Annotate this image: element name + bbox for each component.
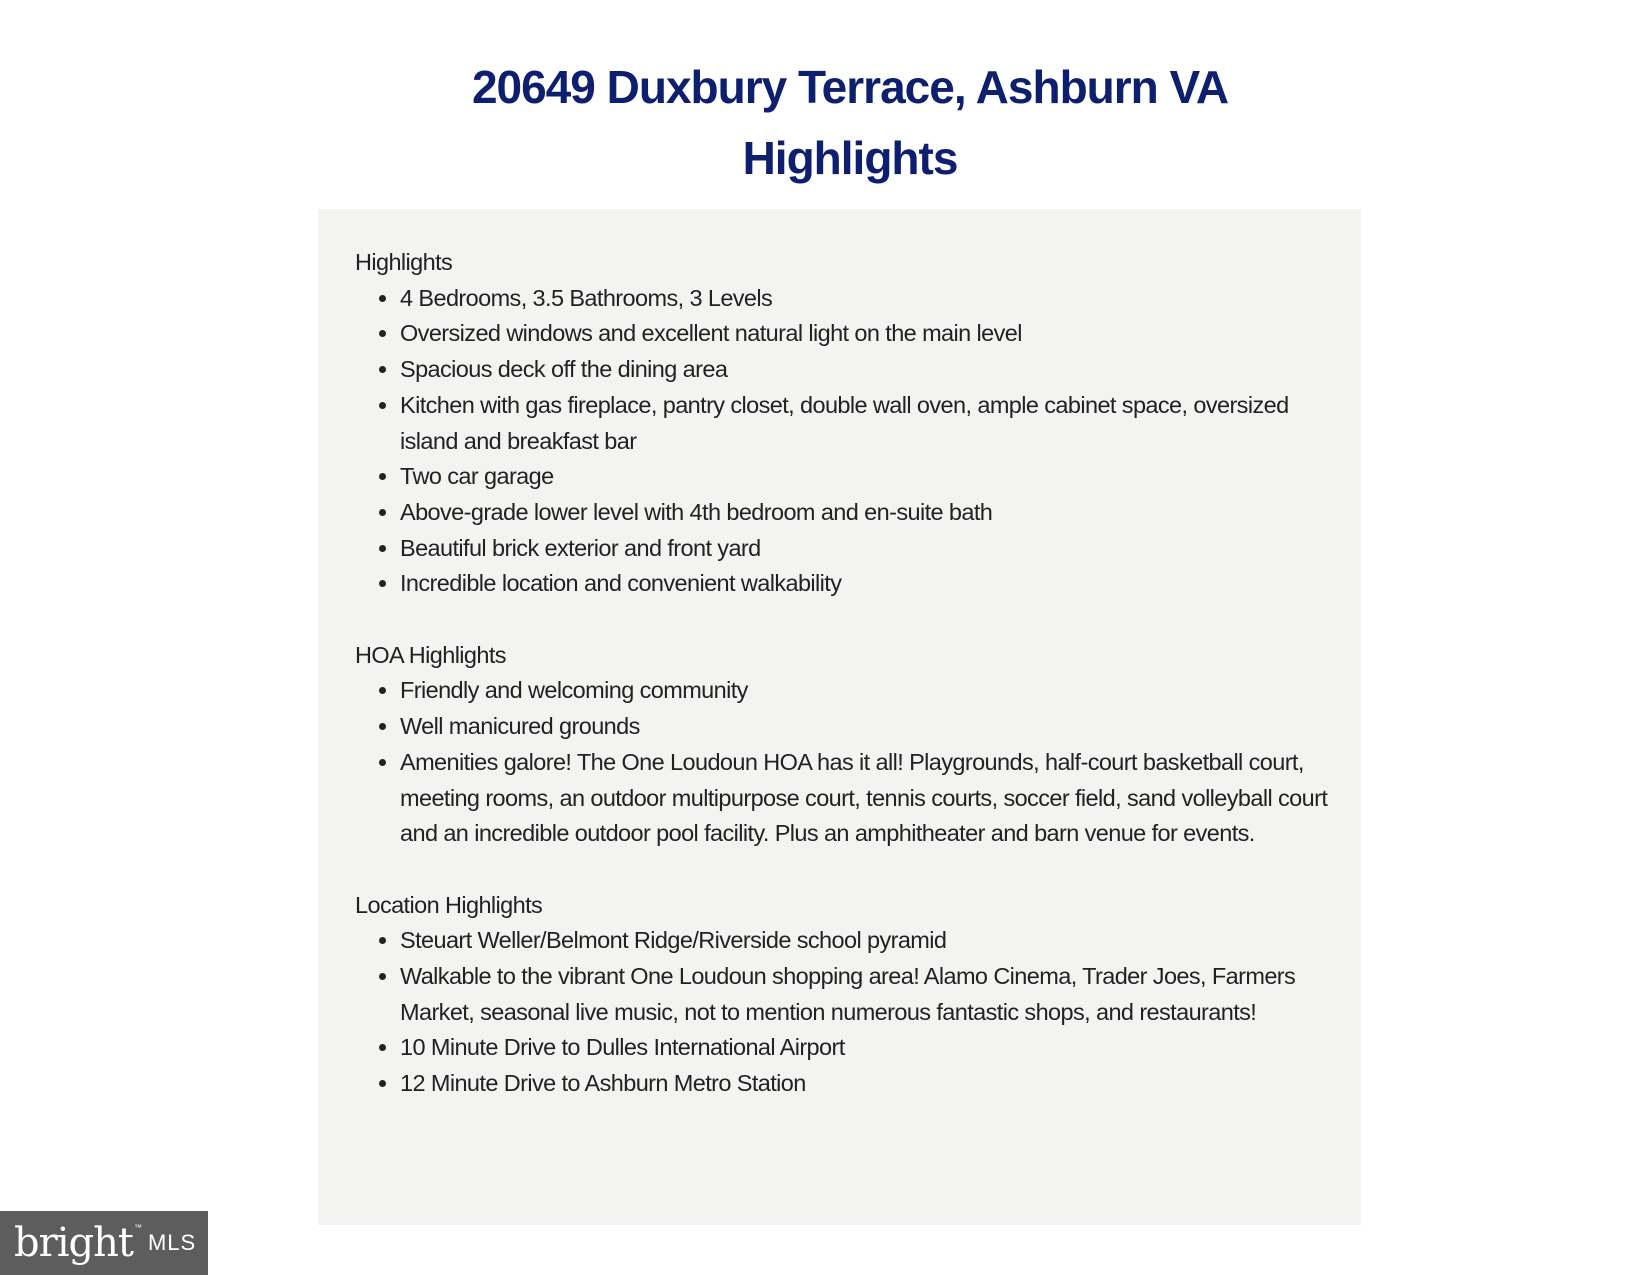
location-highlights-list: [355, 923, 1331, 1102]
list-item: • 4 Bedrooms, 3.5 Bathrooms, 3 Levels: [400, 281, 1331, 317]
list-item: • 12 Minute Drive to Ashburn Metro Station: [400, 1066, 1331, 1102]
logo-mls-text: MLS: [147, 1230, 197, 1255]
page-title-line-1: 20649 Duxbury Terrace, Ashburn VA: [471, 61, 1229, 113]
list-item: • Beautiful brick exterior and front yard: [400, 531, 1331, 567]
list-item: • Spacious deck off the dining area: [400, 352, 1331, 388]
hoa-highlights-section: [355, 638, 1331, 852]
location-highlights-section: [355, 888, 1331, 1102]
list-item: • Two car garage: [400, 459, 1331, 495]
section-heading: Highlights: [355, 249, 453, 275]
list-item: • Oversized windows and excellent natural light on the main level: [400, 316, 1331, 352]
list-item: • Friendly and welcoming community: [400, 673, 1331, 709]
hoa-highlights-list: [355, 673, 1331, 852]
page-title: [0, 52, 1650, 194]
logo-trademark: ™: [133, 1222, 142, 1232]
page-title-line-2: Highlights: [742, 132, 958, 184]
highlights-list: [355, 281, 1331, 602]
list-item: • Well manicured grounds: [400, 709, 1331, 745]
list-item: • Walkable to the vibrant One Loudoun shopping area! Alamo Cinema, Trader Joes, Farmers Market, seasonal live music, not to mention numerous fantastic shops, and restaurants!: [400, 959, 1331, 1030]
highlights-panel: [318, 209, 1361, 1225]
section-heading: HOA Highlights: [355, 641, 506, 668]
section-heading: Location Highlights: [355, 891, 543, 918]
list-item: • Steuart Weller/Belmont Ridge/Riverside school pyramid: [400, 923, 1331, 959]
list-item: • 10 Minute Drive to Dulles International Airport: [400, 1030, 1331, 1066]
list-item: • Incredible location and convenient walkability: [400, 566, 1331, 602]
logo-wordmark: bright: [14, 1220, 133, 1266]
bright-mls-logo: [0, 1211, 208, 1275]
list-item: • Above-grade lower level with 4th bedroom and en-suite bath: [400, 495, 1331, 531]
list-item: • Kitchen with gas fireplace, pantry closet, double wall oven, ample cabinet space, oversized island and breakfast bar: [400, 388, 1331, 459]
list-item: • Amenities galore! The One Loudoun HOA has it all! Playgrounds, half-court basketball court, meeting rooms, an outdoor multipurpose court, tennis courts, soccer field, sand volleyball court and an incredible outdoor pool facility. Plus an amphitheater and barn venue for events.: [400, 745, 1331, 852]
highlights-section: [355, 245, 1331, 602]
